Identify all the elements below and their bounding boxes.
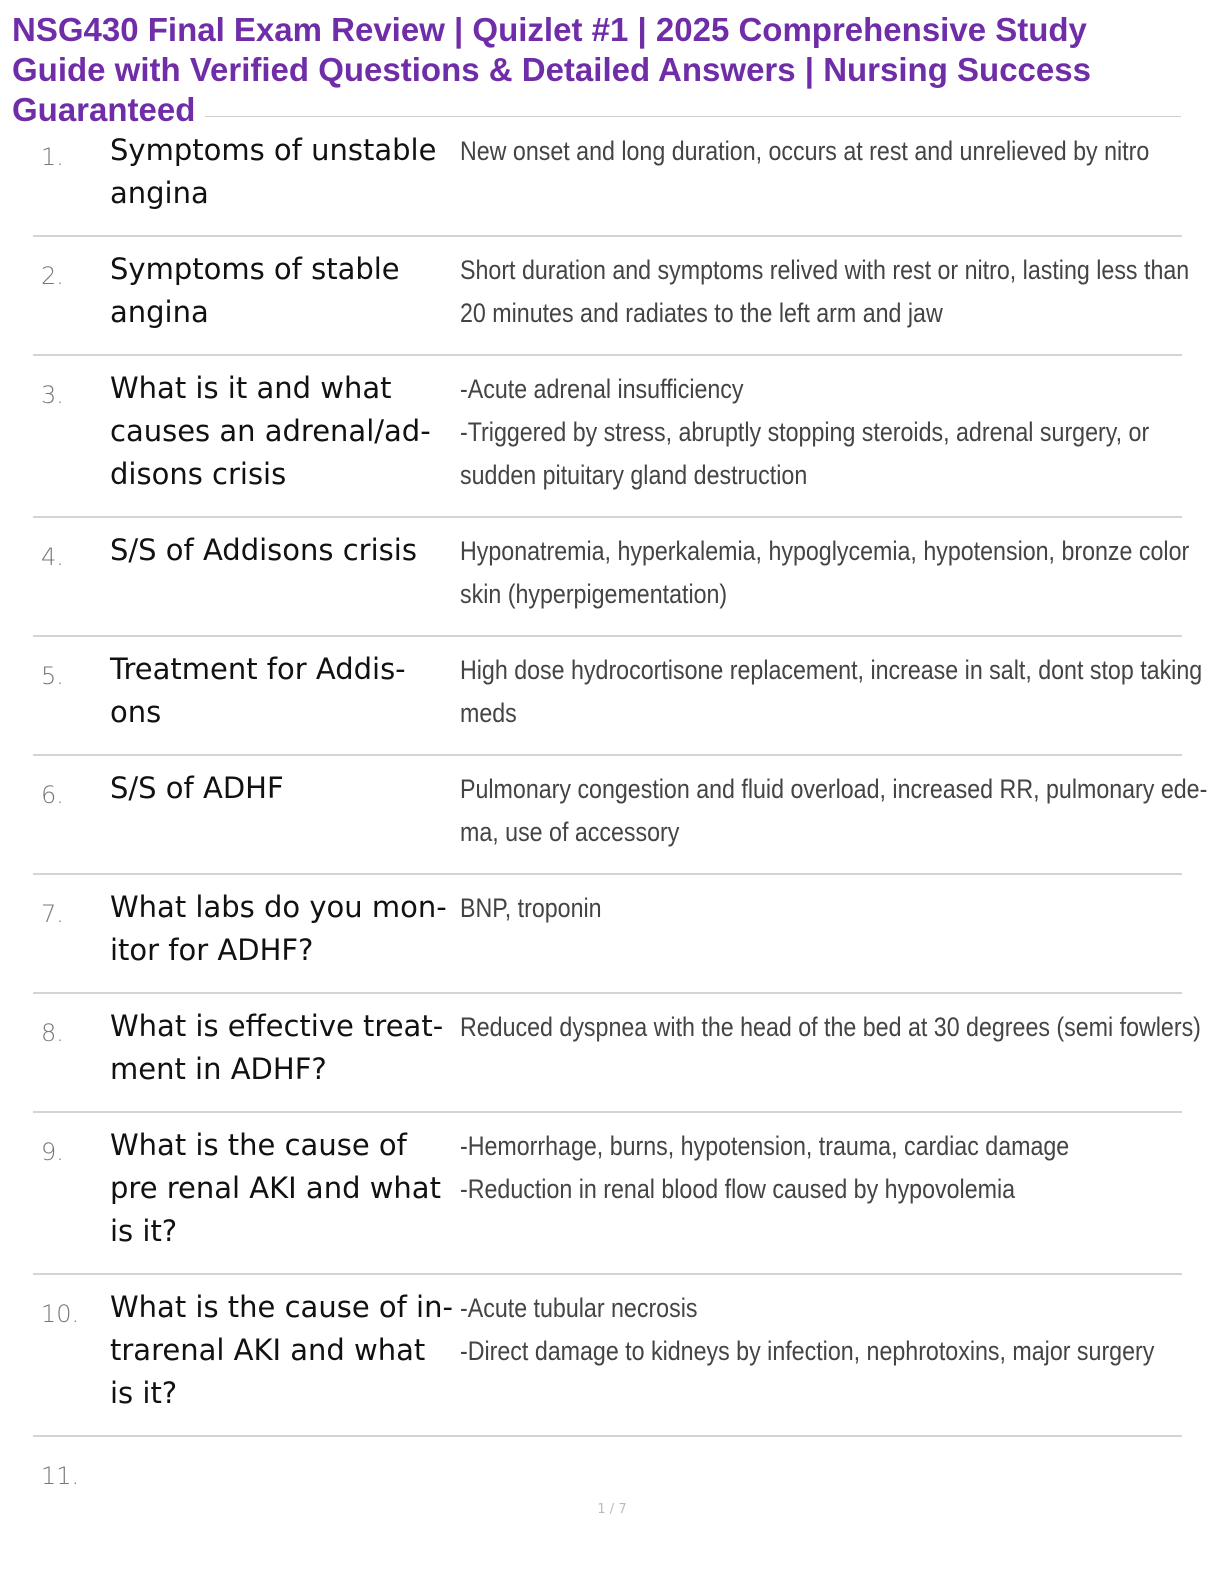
card-term (110, 248, 455, 334)
term-line: What labs do you mon- (110, 890, 447, 924)
term-line: Symptoms of stable (110, 252, 400, 286)
definition-line: Hyponatremia, hyperkalemia, hypoglycemia, hypotension, bronze color (460, 536, 1190, 566)
card-definition (460, 368, 1150, 497)
card-term (110, 767, 455, 810)
card-number: 11. (41, 1462, 80, 1490)
card-term (110, 648, 455, 734)
card-term (110, 367, 455, 496)
term-line: What is the cause of in- (110, 1290, 453, 1324)
term-line: itor for ADHF? (110, 933, 314, 967)
term-line: ment in ADHF? (110, 1052, 327, 1086)
card-number: 1. (41, 143, 64, 171)
flashcard-row (33, 1275, 1182, 1437)
definition-line: High dose hydrocortisone replacement, increase in salt, dont stop taking (460, 655, 1203, 685)
definition-line: -Acute adrenal insufficiency (460, 374, 744, 404)
card-definition (460, 649, 1203, 735)
definition-line: -Triggered by stress, abruptly stopping steroids, adrenal surgery, or (460, 417, 1150, 447)
card-definition (460, 1006, 1201, 1049)
flashcard-row (33, 518, 1190, 637)
definition-line: BNP, troponin (460, 893, 602, 923)
definition-line: Pulmonary congestion and fluid overload, increased RR, pulmonary ede- (460, 774, 1208, 804)
card-number: 9. (41, 1138, 64, 1166)
page-number: 1 / 7 (597, 1502, 627, 1517)
term-line: is it? (110, 1376, 178, 1410)
card-definition (460, 768, 1208, 854)
card-definition (460, 249, 1190, 335)
flashcard-row (33, 994, 1201, 1113)
card-number: 10. (41, 1300, 80, 1328)
term-line: pre renal AKI and what (110, 1171, 441, 1205)
card-number: 7. (41, 900, 64, 928)
term-line: What is effective treat- (110, 1009, 444, 1043)
term-line: disons crisis (110, 457, 287, 491)
title-line-2: Guide with Verified Questions & Detailed Answers | Nursing Success (12, 51, 1091, 88)
document-title (12, 10, 1192, 130)
term-line: Symptoms of unstable (110, 133, 437, 167)
definition-line: ma, use of accessory (460, 817, 680, 847)
definition-line: skin (hyperpigementation) (460, 579, 728, 609)
flashcard-row (33, 356, 1182, 518)
card-number: 6. (41, 781, 64, 809)
term-line: What is the cause of (110, 1128, 407, 1162)
term-line: angina (110, 176, 209, 210)
definition-line: Reduced dyspnea with the head of the bed at 30 degrees (semi fowlers) (460, 1012, 1201, 1042)
term-line: ons (110, 695, 162, 729)
flashcard-row (33, 756, 1208, 875)
card-definition (460, 887, 1081, 930)
card-definition (460, 1287, 1155, 1373)
definition-line: -Direct damage to kidneys by infection, nephrotoxins, major surgery (460, 1336, 1155, 1366)
term-line: S/S of Addisons crisis (110, 533, 417, 567)
definition-line: -Hemorrhage, burns, hypotension, trauma, cardiac damage (460, 1131, 1070, 1161)
card-term (110, 1005, 455, 1091)
card-definition (460, 1125, 1081, 1211)
title-line-1: NSG430 Final Exam Review | Quizlet #1 | 2025 Comprehensive Study (12, 11, 1087, 48)
definition-line: 20 minutes and radiates to the left arm and jaw (460, 298, 943, 328)
term-line: Treatment for Addis- (110, 652, 406, 686)
card-term (110, 1124, 455, 1253)
card-term (110, 1286, 455, 1415)
card-term (110, 529, 455, 572)
card-definition (460, 130, 1150, 173)
definition-line: sudden pituitary gland destruction (460, 460, 808, 490)
flashcard-row (33, 118, 1182, 237)
flashcard-row (33, 875, 1182, 994)
card-term (110, 129, 455, 215)
definition-line: meds (460, 698, 517, 728)
term-line: What is it and what (110, 371, 392, 405)
card-term (110, 886, 455, 972)
card-number: 8. (41, 1019, 64, 1047)
term-line: S/S of ADHF (110, 771, 284, 805)
card-number: 2. (41, 262, 64, 290)
definition-line: New onset and long duration, occurs at rest and unrelieved by nitro (460, 136, 1150, 166)
term-line: angina (110, 295, 209, 329)
definition-line: Short duration and symptoms relived with rest or nitro, lasting less than (460, 255, 1190, 285)
term-line: causes an adrenal/ad- (110, 414, 431, 448)
card-number: 3. (41, 381, 64, 409)
flashcard-row (33, 637, 1203, 756)
term-line: is it? (110, 1214, 178, 1248)
card-number: 4. (41, 543, 64, 571)
flashcard-row (33, 1113, 1182, 1275)
card-definition (460, 530, 1190, 616)
definition-line: -Reduction in renal blood flow caused by hypovolemia (460, 1174, 1016, 1204)
title-divider (205, 116, 1181, 117)
flashcard-list (33, 118, 1208, 1517)
title-line-3: Guaranteed (12, 91, 196, 128)
card-number: 5. (41, 662, 64, 690)
definition-line: -Acute tubular necrosis (460, 1293, 698, 1323)
flashcard-row (33, 237, 1190, 356)
term-line: trarenal AKI and what (110, 1333, 426, 1367)
